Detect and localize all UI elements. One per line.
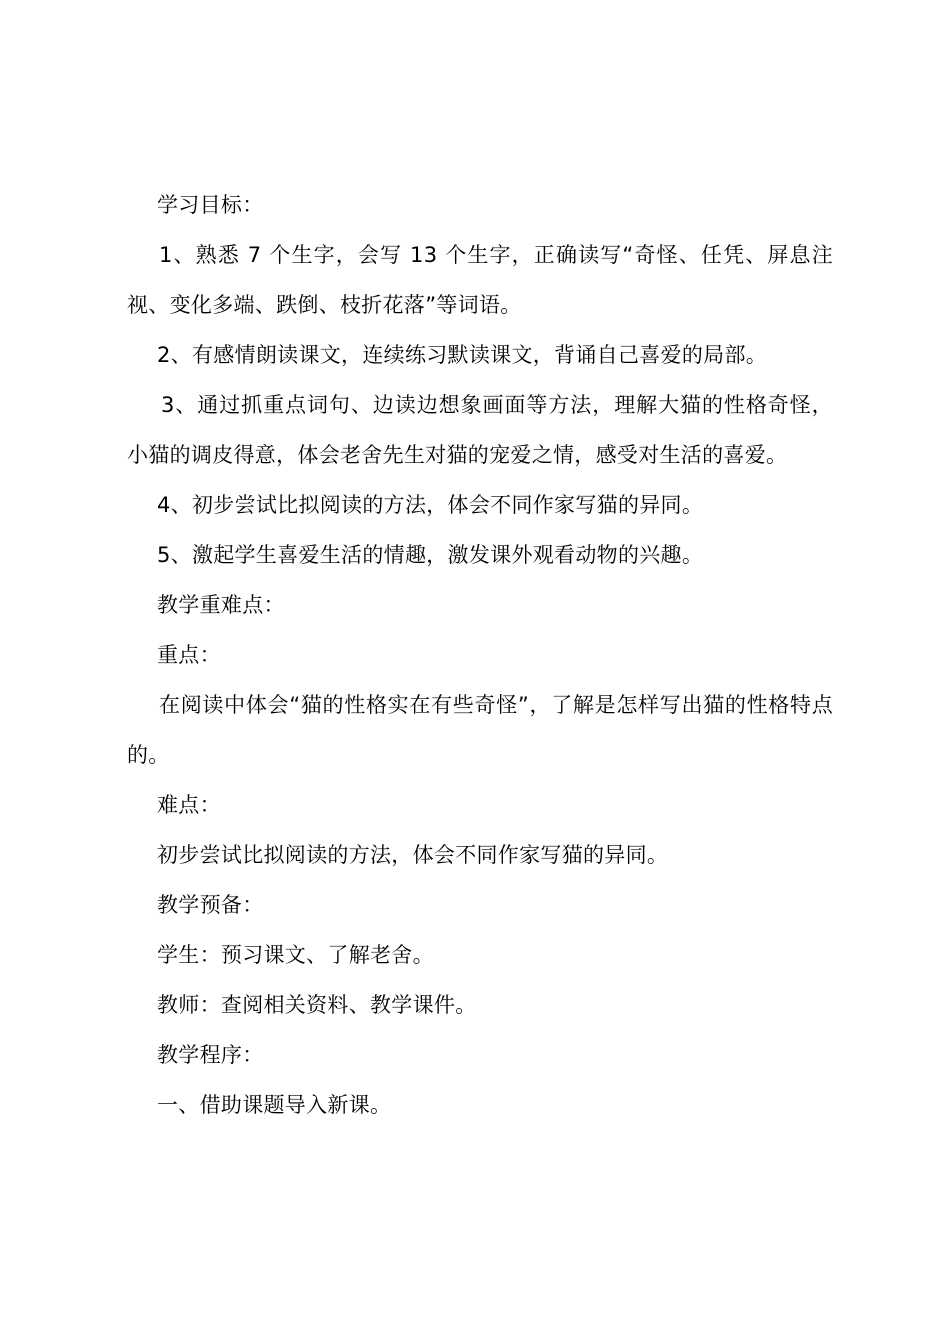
heading-learning-goals: 学习目标： bbox=[157, 193, 264, 217]
difficult-point-text: 初步尝试比拟阅读的方法，体会不同作家写猫的异同。 bbox=[157, 843, 669, 867]
goal-item-3: 3、通过抓重点词句、边读边想象画面等方法，理解大猫的性格奇怪，小猫的调皮得意，体会老舍先生对猫的宠爱之情，感受对生活的喜爱。 bbox=[127, 393, 833, 467]
heading-preparation: 教学预备： bbox=[157, 893, 264, 917]
preparation-teacher: 教师：查阅相关资料、教学课件。 bbox=[157, 993, 477, 1017]
key-point-text: 在阅读中体会“猫的性格实在有些奇怪”，了解是怎样写出猫的性格特点的。 bbox=[127, 693, 833, 767]
procedure-step-1: 一、借助课题导入新课。 bbox=[157, 1093, 392, 1117]
heading-procedure: 教学程序： bbox=[157, 1043, 264, 1067]
document-body bbox=[127, 180, 833, 1130]
goal-item-5: 5、激起学生喜爱生活的情趣，激发课外观看动物的兴趣。 bbox=[157, 543, 704, 567]
goal-item-1: 1、熟悉 7 个生字，会写 13 个生字，正确读写“奇怪、任凭、屏息注视、变化多端、跌倒、枝折花落”等词语。 bbox=[127, 243, 833, 317]
preparation-students: 学生：预习课文、了解老舍。 bbox=[157, 943, 434, 967]
heading-difficult-point: 难点： bbox=[157, 793, 221, 817]
heading-key-point: 重点： bbox=[157, 643, 221, 667]
goal-item-2: 2、有感情朗读课文，连续练习默读课文，背诵自己喜爱的局部。 bbox=[157, 343, 768, 367]
heading-key-difficult-points: 教学重难点： bbox=[157, 593, 285, 617]
goal-item-4: 4、初步尝试比拟阅读的方法，体会不同作家写猫的异同。 bbox=[157, 493, 704, 517]
